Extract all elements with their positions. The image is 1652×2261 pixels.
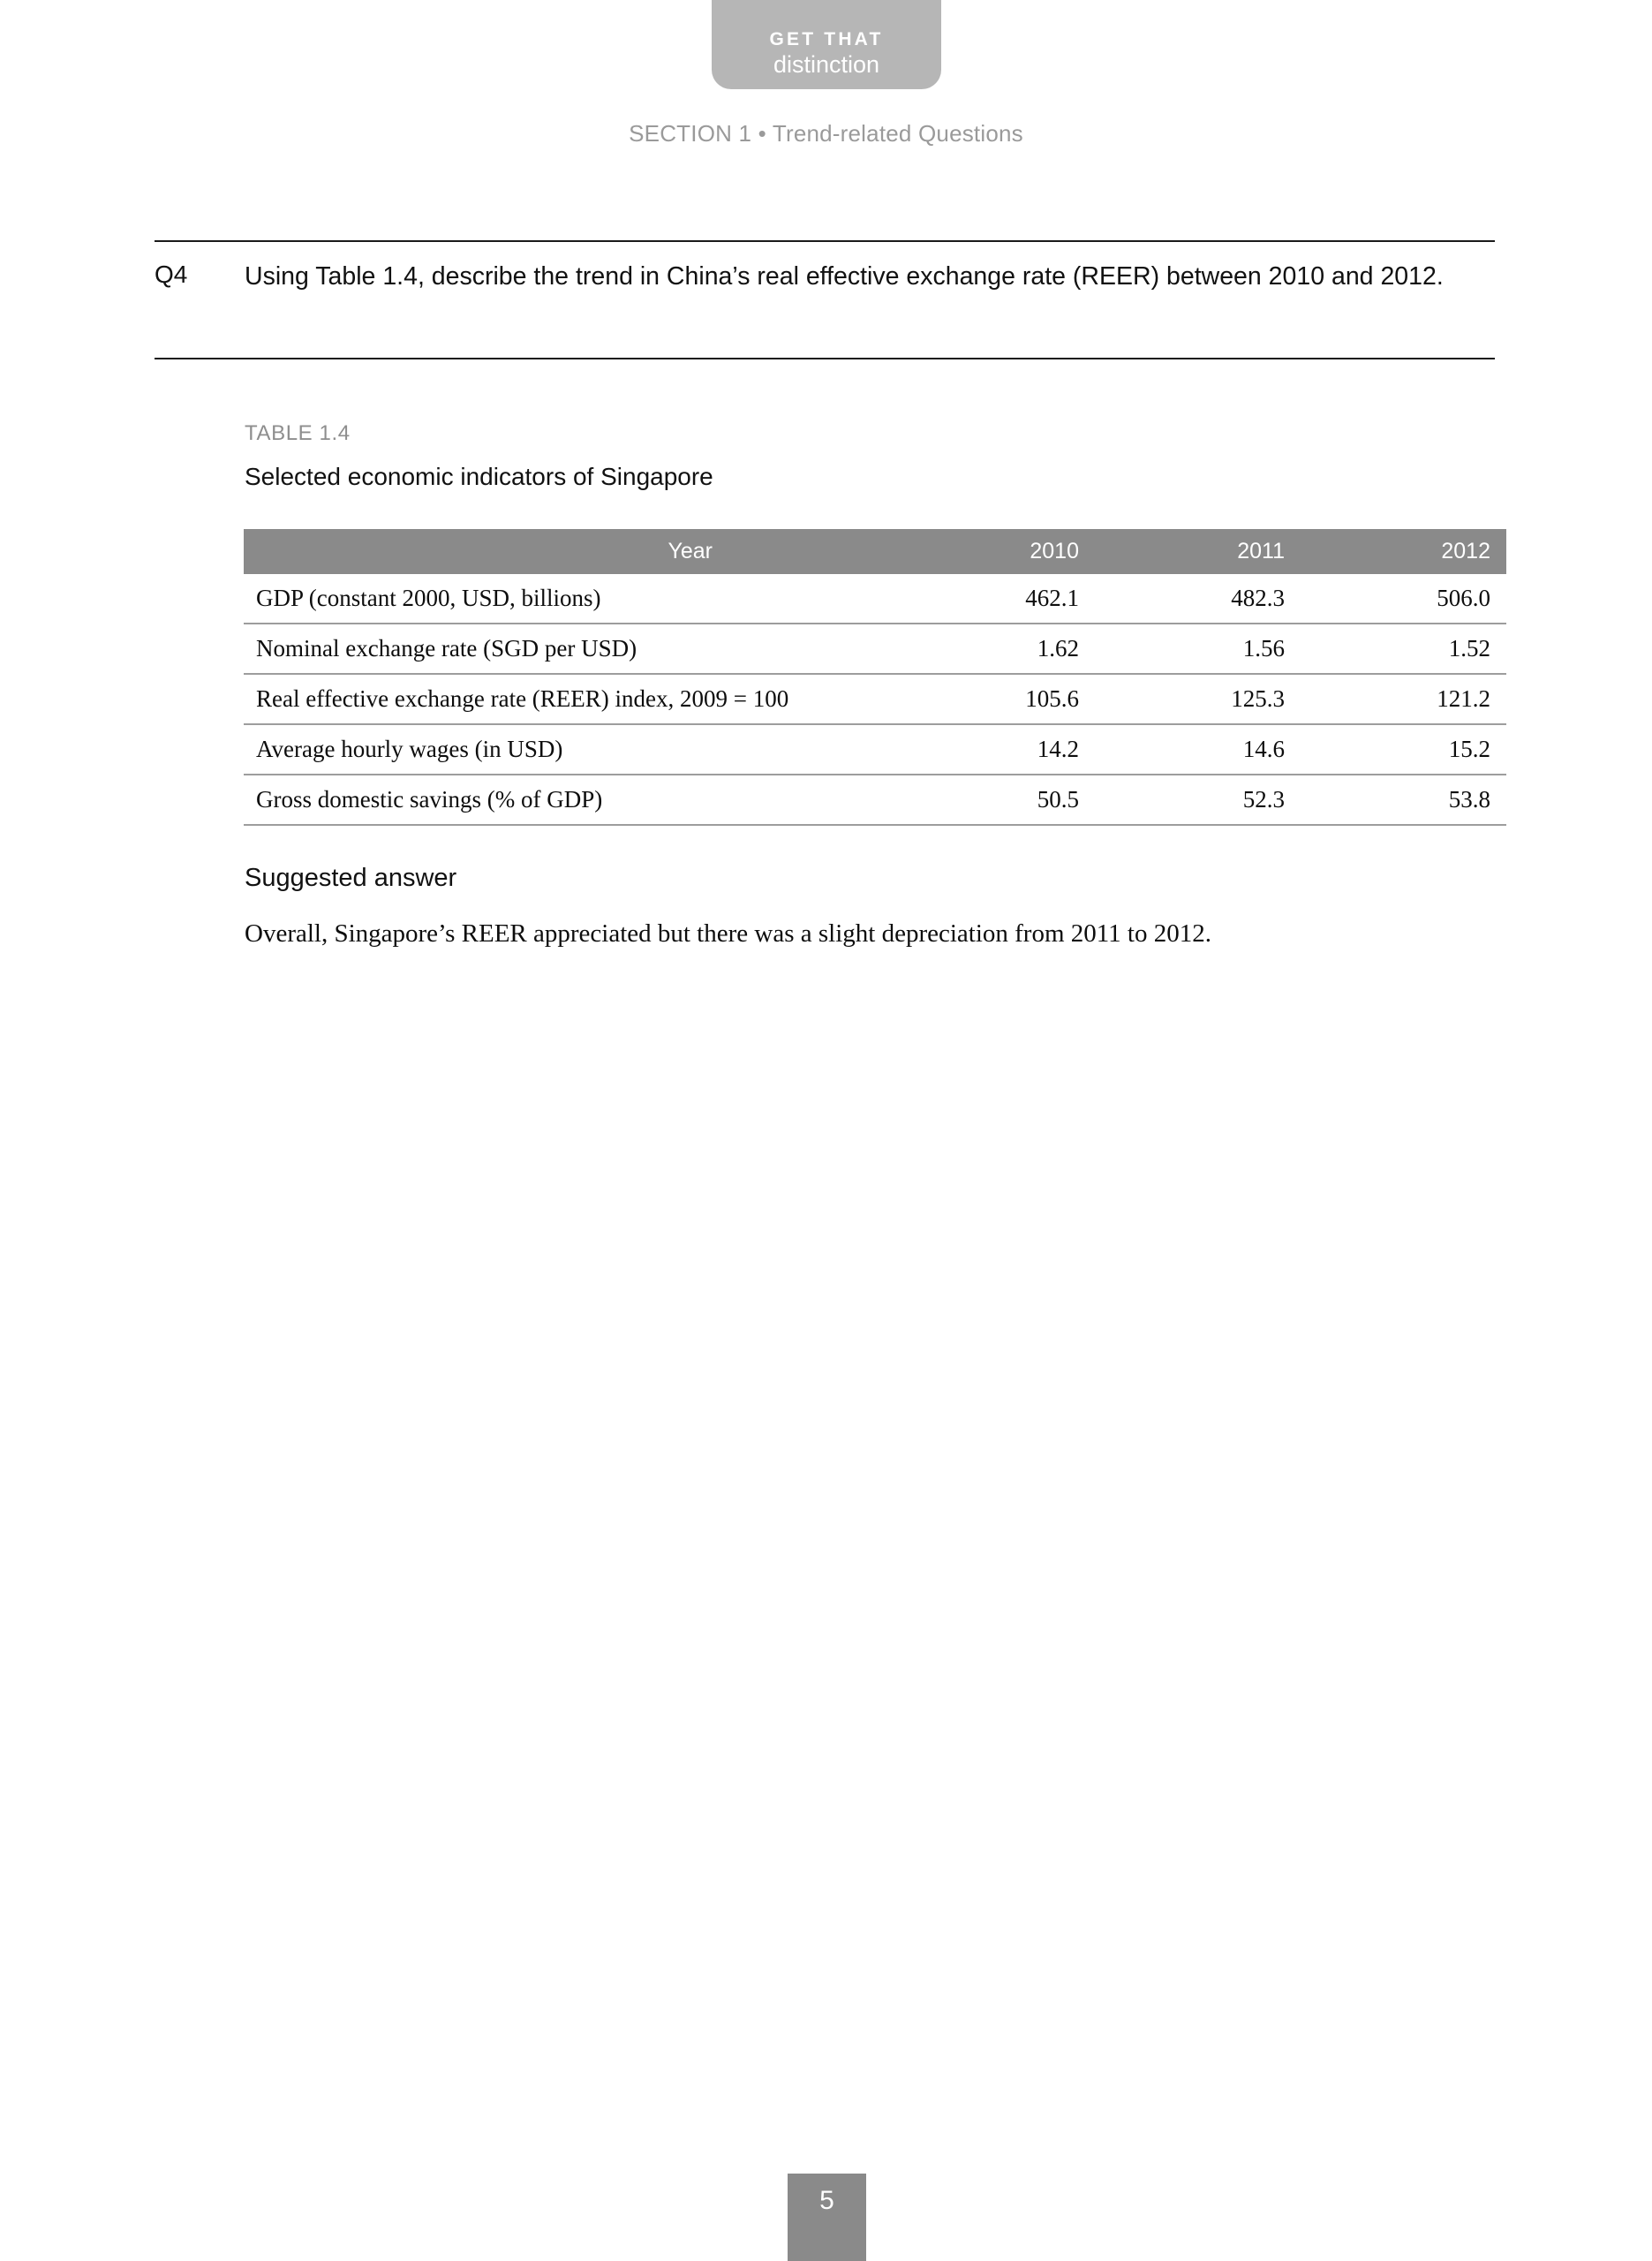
table-header-row <box>244 529 1506 574</box>
page-number: 5 <box>788 2174 866 2261</box>
brand-logo-line2: distinction <box>773 51 880 78</box>
row-value-2012: 15.2 <box>1301 724 1506 775</box>
question-rule-bottom <box>155 358 1495 359</box>
indicators-table <box>244 529 1506 826</box>
row-value-2011: 1.56 <box>1095 624 1301 674</box>
row-value-2010: 462.1 <box>889 574 1095 624</box>
row-label: Gross domestic savings (% of GDP) <box>244 775 889 825</box>
brand-logo-tab <box>712 0 941 89</box>
table-head <box>244 529 1506 574</box>
suggested-answer-text: Overall, Singapore’s REER appreciated but there was a slight depreciation from 2011 to 2012. <box>245 919 1211 948</box>
row-label: Nominal exchange rate (SGD per USD) <box>244 624 889 674</box>
question-number: Q4 <box>155 261 188 288</box>
table-title: Selected economic indicators of Singapore <box>245 463 713 490</box>
row-value-2011: 482.3 <box>1095 574 1301 624</box>
question-rule-top <box>155 240 1495 242</box>
suggested-answer-heading: Suggested answer <box>245 864 457 892</box>
table-body <box>244 574 1506 825</box>
table-header-2012: 2012 <box>1301 529 1506 574</box>
row-value-2010: 50.5 <box>889 775 1095 825</box>
row-value-2012: 53.8 <box>1301 775 1506 825</box>
row-value-2010: 14.2 <box>889 724 1095 775</box>
row-value-2012: 121.2 <box>1301 674 1506 724</box>
row-value-2012: 506.0 <box>1301 574 1506 624</box>
running-head: SECTION 1 • Trend-related Questions <box>629 120 1023 147</box>
table-row <box>244 674 1506 724</box>
row-value-2011: 125.3 <box>1095 674 1301 724</box>
row-value-2010: 1.62 <box>889 624 1095 674</box>
question-text: Using Table 1.4, describe the trend in China’s real effective exchange rate (REER) between 2010 and 2012. <box>245 262 1444 291</box>
row-value-2011: 14.6 <box>1095 724 1301 775</box>
table-header-2011: 2011 <box>1095 529 1301 574</box>
row-value-2011: 52.3 <box>1095 775 1301 825</box>
table-number: TABLE 1.4 <box>245 421 351 445</box>
table-row <box>244 724 1506 775</box>
table-row <box>244 624 1506 674</box>
row-label: GDP (constant 2000, USD, billions) <box>244 574 889 624</box>
table-row <box>244 775 1506 825</box>
row-label: Real effective exchange rate (REER) index, 2009 = 100 <box>244 674 889 724</box>
table-header-year: Year <box>244 529 889 574</box>
row-value-2012: 1.52 <box>1301 624 1506 674</box>
row-label: Average hourly wages (in USD) <box>244 724 889 775</box>
row-value-2010: 105.6 <box>889 674 1095 724</box>
table-row <box>244 574 1506 624</box>
table-header-2010: 2010 <box>889 529 1095 574</box>
brand-logo-line1: GET THAT <box>769 29 884 49</box>
